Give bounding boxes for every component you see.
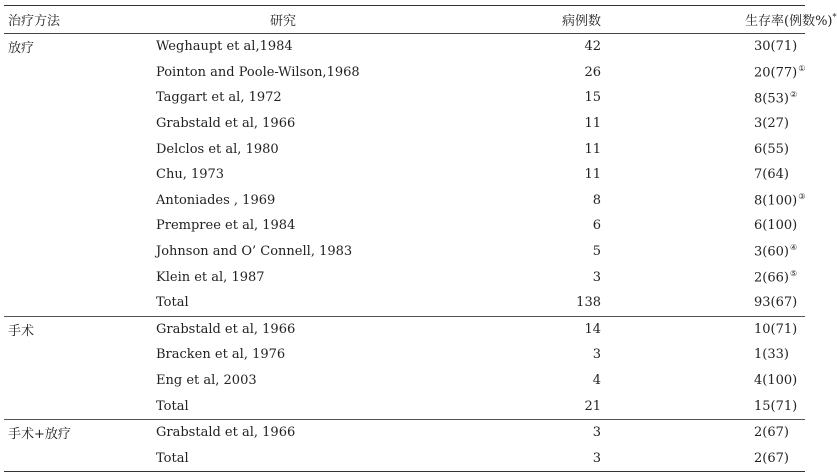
cell-cases: 42	[584, 39, 601, 55]
footnote-marker: ③	[798, 192, 806, 202]
cell-cases: 15	[584, 90, 601, 106]
table-row	[4, 60, 805, 86]
table-row	[4, 188, 805, 214]
cell-method-empty	[4, 290, 152, 316]
cell-survival	[601, 446, 805, 472]
cell-survival	[601, 368, 805, 394]
cell-study: Grabstald et al, 1966	[156, 321, 296, 337]
cell-study: Chu, 1973	[156, 167, 225, 183]
header-survival-label: 生存率(例数%)	[745, 14, 833, 29]
survival-value: 1(33)	[754, 347, 789, 363]
table-row	[4, 213, 805, 239]
cell-study: Total	[156, 450, 189, 466]
cell-method: 手术+放疗	[8, 427, 71, 443]
table-row	[4, 111, 805, 137]
cell-cases: 3	[592, 269, 601, 285]
cell-method: 手术	[8, 323, 35, 339]
cell-survival	[601, 264, 805, 290]
survival-value: 10(71)	[754, 321, 798, 337]
table-row	[4, 34, 805, 60]
cell-method-empty	[4, 213, 152, 239]
table-row	[4, 446, 805, 472]
cell-cases: 8	[592, 192, 601, 208]
cell-cases: 4	[592, 373, 601, 389]
cell-cases: 14	[584, 321, 601, 337]
survival-value: 6(55)	[754, 141, 789, 157]
cell-study: Total	[156, 398, 189, 414]
cell-method-empty	[4, 111, 152, 137]
survival-value: 3(27)	[754, 116, 789, 132]
cell-study: Johnson and O’ Connell, 1983	[156, 244, 353, 260]
survival-value: 2(67)	[754, 425, 789, 441]
cell-study: Total	[156, 295, 189, 311]
cell-study: Eng et al, 2003	[156, 373, 257, 389]
cell-study: Klein et al, 1987	[156, 269, 265, 285]
cell-study: Grabstald et al, 1966	[156, 116, 296, 132]
cell-survival	[601, 34, 805, 60]
table-header-row	[4, 6, 805, 34]
survival-value: 8(100)	[754, 193, 798, 209]
cell-cases: 5	[592, 244, 601, 260]
cell-method-empty	[4, 368, 152, 394]
cell-method-empty	[4, 136, 152, 162]
cell-cases: 6	[592, 218, 601, 234]
survival-value: 7(64)	[754, 167, 789, 183]
footnote-marker: ②	[789, 89, 798, 99]
table-row	[4, 316, 805, 342]
cell-method: 放疗	[8, 41, 35, 57]
table-row	[4, 239, 805, 265]
survival-value: 30(71)	[754, 39, 798, 55]
table-row	[4, 419, 805, 445]
cell-cases: 11	[584, 167, 601, 183]
footnote-marker: ④	[789, 243, 798, 253]
cell-survival	[601, 393, 805, 419]
cell-survival	[601, 419, 805, 445]
survival-value: 2(66)	[754, 270, 789, 286]
cell-study: Weghaupt et al,1984	[156, 39, 293, 55]
cell-study: Grabstald et al, 1966	[156, 425, 296, 441]
cell-study: Delclos et al, 1980	[156, 141, 279, 157]
cell-survival	[601, 239, 805, 265]
table-row	[4, 162, 805, 188]
cell-cases: 26	[584, 64, 601, 80]
cell-cases: 3	[592, 425, 601, 441]
cell-method-empty	[4, 162, 152, 188]
cell-cases: 138	[576, 295, 601, 311]
cell-survival	[601, 316, 805, 342]
header-method: 治疗方法	[8, 14, 61, 29]
survival-value: 3(60)	[754, 244, 789, 260]
cell-study: Bracken et al, 1976	[156, 347, 286, 363]
cell-survival	[601, 136, 805, 162]
cell-method-empty	[4, 85, 152, 111]
cell-method-empty	[4, 188, 152, 214]
header-cases: 病例数	[561, 14, 601, 29]
cell-cases: 11	[584, 141, 601, 157]
cell-study: Taggart et al, 1972	[156, 90, 282, 106]
cell-method-empty	[4, 393, 152, 419]
survival-value: 6(100)	[754, 218, 798, 234]
cell-survival	[601, 342, 805, 368]
survival-value: 15(71)	[754, 398, 798, 414]
cell-method-empty	[4, 239, 152, 265]
table-row	[4, 85, 805, 111]
survival-value: 8(53)	[754, 91, 789, 107]
table-row	[4, 368, 805, 394]
header-survival-mark: *	[832, 12, 837, 22]
cell-cases: 21	[584, 398, 601, 414]
survival-value: 93(67)	[754, 295, 798, 311]
cell-method-empty	[4, 60, 152, 86]
cell-method-empty	[4, 342, 152, 368]
survival-value: 20(77)	[754, 65, 798, 81]
cell-cases: 11	[584, 116, 601, 132]
survival-value: 2(67)	[754, 450, 789, 466]
table-body	[4, 34, 805, 472]
header-survival	[601, 6, 837, 34]
cell-study: Prempree et al, 1984	[156, 218, 296, 234]
cell-cases: 3	[592, 450, 601, 466]
cell-study: Pointon and Poole-Wilson,1968	[156, 64, 360, 80]
cell-survival	[601, 60, 805, 86]
table-row	[4, 264, 805, 290]
footnote-marker: ①	[798, 64, 806, 74]
cell-survival	[601, 188, 805, 214]
survival-value: 4(100)	[754, 373, 798, 389]
table-row	[4, 290, 805, 316]
cell-survival	[601, 162, 805, 188]
cell-survival	[601, 290, 805, 316]
table-row	[4, 393, 805, 419]
cell-survival	[601, 111, 805, 137]
table-row	[4, 136, 805, 162]
cell-method-empty	[4, 446, 152, 472]
cell-method-empty	[4, 264, 152, 290]
table-row	[4, 342, 805, 368]
cell-survival	[601, 85, 805, 111]
cell-study: Antoniades , 1969	[156, 192, 276, 208]
header-study: 研究	[270, 14, 297, 29]
survival-table	[4, 5, 837, 472]
cell-survival	[601, 213, 805, 239]
footnote-marker: ⑤	[789, 268, 798, 278]
cell-cases: 3	[592, 347, 601, 363]
